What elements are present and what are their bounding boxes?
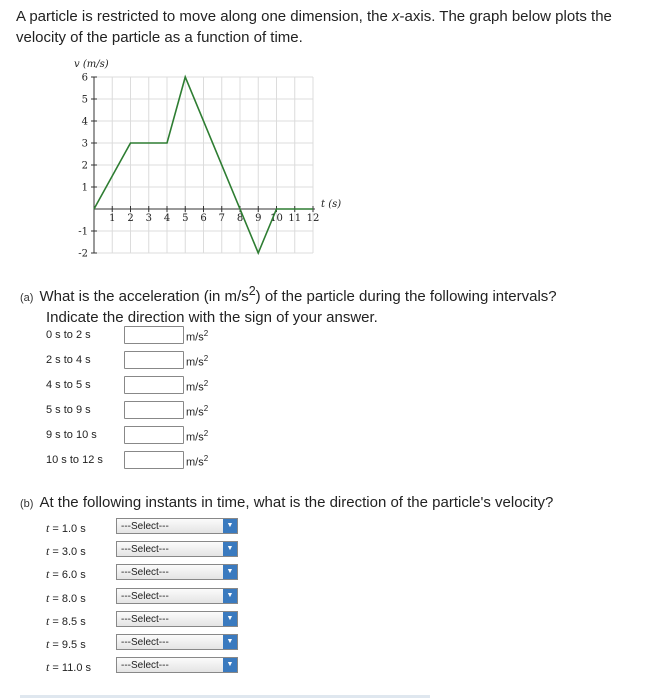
part-b-question: (b) At the following instants in time, what is the direction of the particle's velocity?	[20, 494, 554, 511]
y-tick-label: -2	[78, 248, 88, 260]
part-a-tag: (a)	[20, 292, 34, 304]
x-tick-label: 11	[288, 213, 302, 224]
direction-select[interactable]: ---Select--- ▼	[116, 564, 238, 580]
chevron-down-icon: ▼	[223, 612, 237, 626]
y-tick-label: 1	[81, 182, 88, 194]
chevron-down-icon: ▼	[223, 565, 237, 579]
x-tick-label: 8	[236, 213, 244, 224]
unit-label: $m/s^2$	[186, 329, 209, 344]
acceleration-input[interactable]	[124, 351, 184, 369]
unit-label: $m/s^2$	[186, 354, 209, 369]
chevron-down-icon: ▼	[223, 658, 237, 672]
unit-label: $m/s^2$	[186, 429, 209, 444]
interval-label: 2 s to 4 s	[46, 354, 91, 366]
intro-text: A particle is restricted to move along one dimension, the x-axis. The graph below plots the velocity of the particle as a function of time.	[16, 8, 612, 46]
velocity-chart	[60, 54, 360, 269]
x-tick-label: 12	[306, 213, 320, 224]
time-label: t = 1.0 s	[46, 521, 86, 535]
interval-label: 9 s to 10 s	[46, 429, 97, 441]
direction-select[interactable]: ---Select--- ▼	[116, 634, 238, 650]
chevron-down-icon: ▼	[223, 635, 237, 649]
x-tick-label: 2	[127, 213, 134, 224]
time-label: t = 3.0 s	[46, 544, 86, 559]
unit-label: $m/s^2$	[186, 404, 209, 419]
x-tick-label: 1	[109, 213, 116, 224]
y-tick-label: 3	[81, 138, 88, 150]
interval-label: 4 s to 5 s	[46, 379, 91, 391]
acceleration-input[interactable]	[124, 326, 184, 344]
bottom-divider	[20, 695, 430, 698]
y-tick-label: 5	[81, 94, 88, 106]
x-tick-label: 3	[145, 213, 152, 224]
y-tick-label: 2	[81, 160, 88, 172]
direction-select[interactable]: ---Select--- ▼	[116, 657, 238, 673]
unit-label: $m/s^2$	[186, 454, 209, 469]
x-tick-label: 4	[163, 213, 171, 224]
time-label: t = 6.0 s	[46, 567, 86, 582]
part-b-tag: (b)	[20, 498, 34, 510]
unit-label: $m/s^2$	[186, 379, 209, 394]
part-a-question: (a) What is the acceleration (in $m/s^2$) of the particle during the following intervals? Indicate the direction with the sign of your answer.	[20, 284, 557, 326]
x-tick-label: 10	[270, 213, 283, 224]
time-label: t = 9.5 s	[46, 637, 86, 651]
y-axis-label: v (m/s)	[74, 59, 109, 70]
chevron-down-icon: ▼	[223, 519, 237, 533]
x-axis-label: t (s)	[321, 199, 342, 210]
time-label: t = 8.0 s	[46, 590, 86, 605]
chevron-down-icon: ▼	[223, 589, 237, 603]
acceleration-input[interactable]	[124, 451, 184, 469]
direction-select[interactable]: ---Select--- ▼	[116, 541, 238, 557]
x-tick-label: 6	[200, 213, 207, 224]
acceleration-input[interactable]	[124, 376, 184, 394]
time-label: t = 8.5 s	[46, 613, 86, 628]
x-tick-label: 7	[218, 213, 225, 224]
y-tick-label: -1	[78, 226, 88, 238]
x-tick-label: 9	[255, 213, 262, 224]
y-tick-label: 4	[81, 116, 88, 128]
interval-label: 10 s to 12 s	[46, 454, 103, 466]
direction-select[interactable]: ---Select--- ▼	[116, 518, 238, 534]
x-tick-label: 5	[182, 213, 189, 224]
direction-select[interactable]: ---Select--- ▼	[116, 611, 238, 627]
y-tick-label: 6	[81, 72, 88, 84]
time-label: t = 11.0 s	[46, 660, 92, 675]
direction-select[interactable]: ---Select--- ▼	[116, 588, 238, 604]
chevron-down-icon: ▼	[223, 542, 237, 556]
interval-label: 0 s to 2 s	[46, 329, 91, 341]
interval-label: 5 s to 9 s	[46, 404, 91, 416]
acceleration-input[interactable]	[124, 401, 184, 419]
acceleration-input[interactable]	[124, 426, 184, 444]
